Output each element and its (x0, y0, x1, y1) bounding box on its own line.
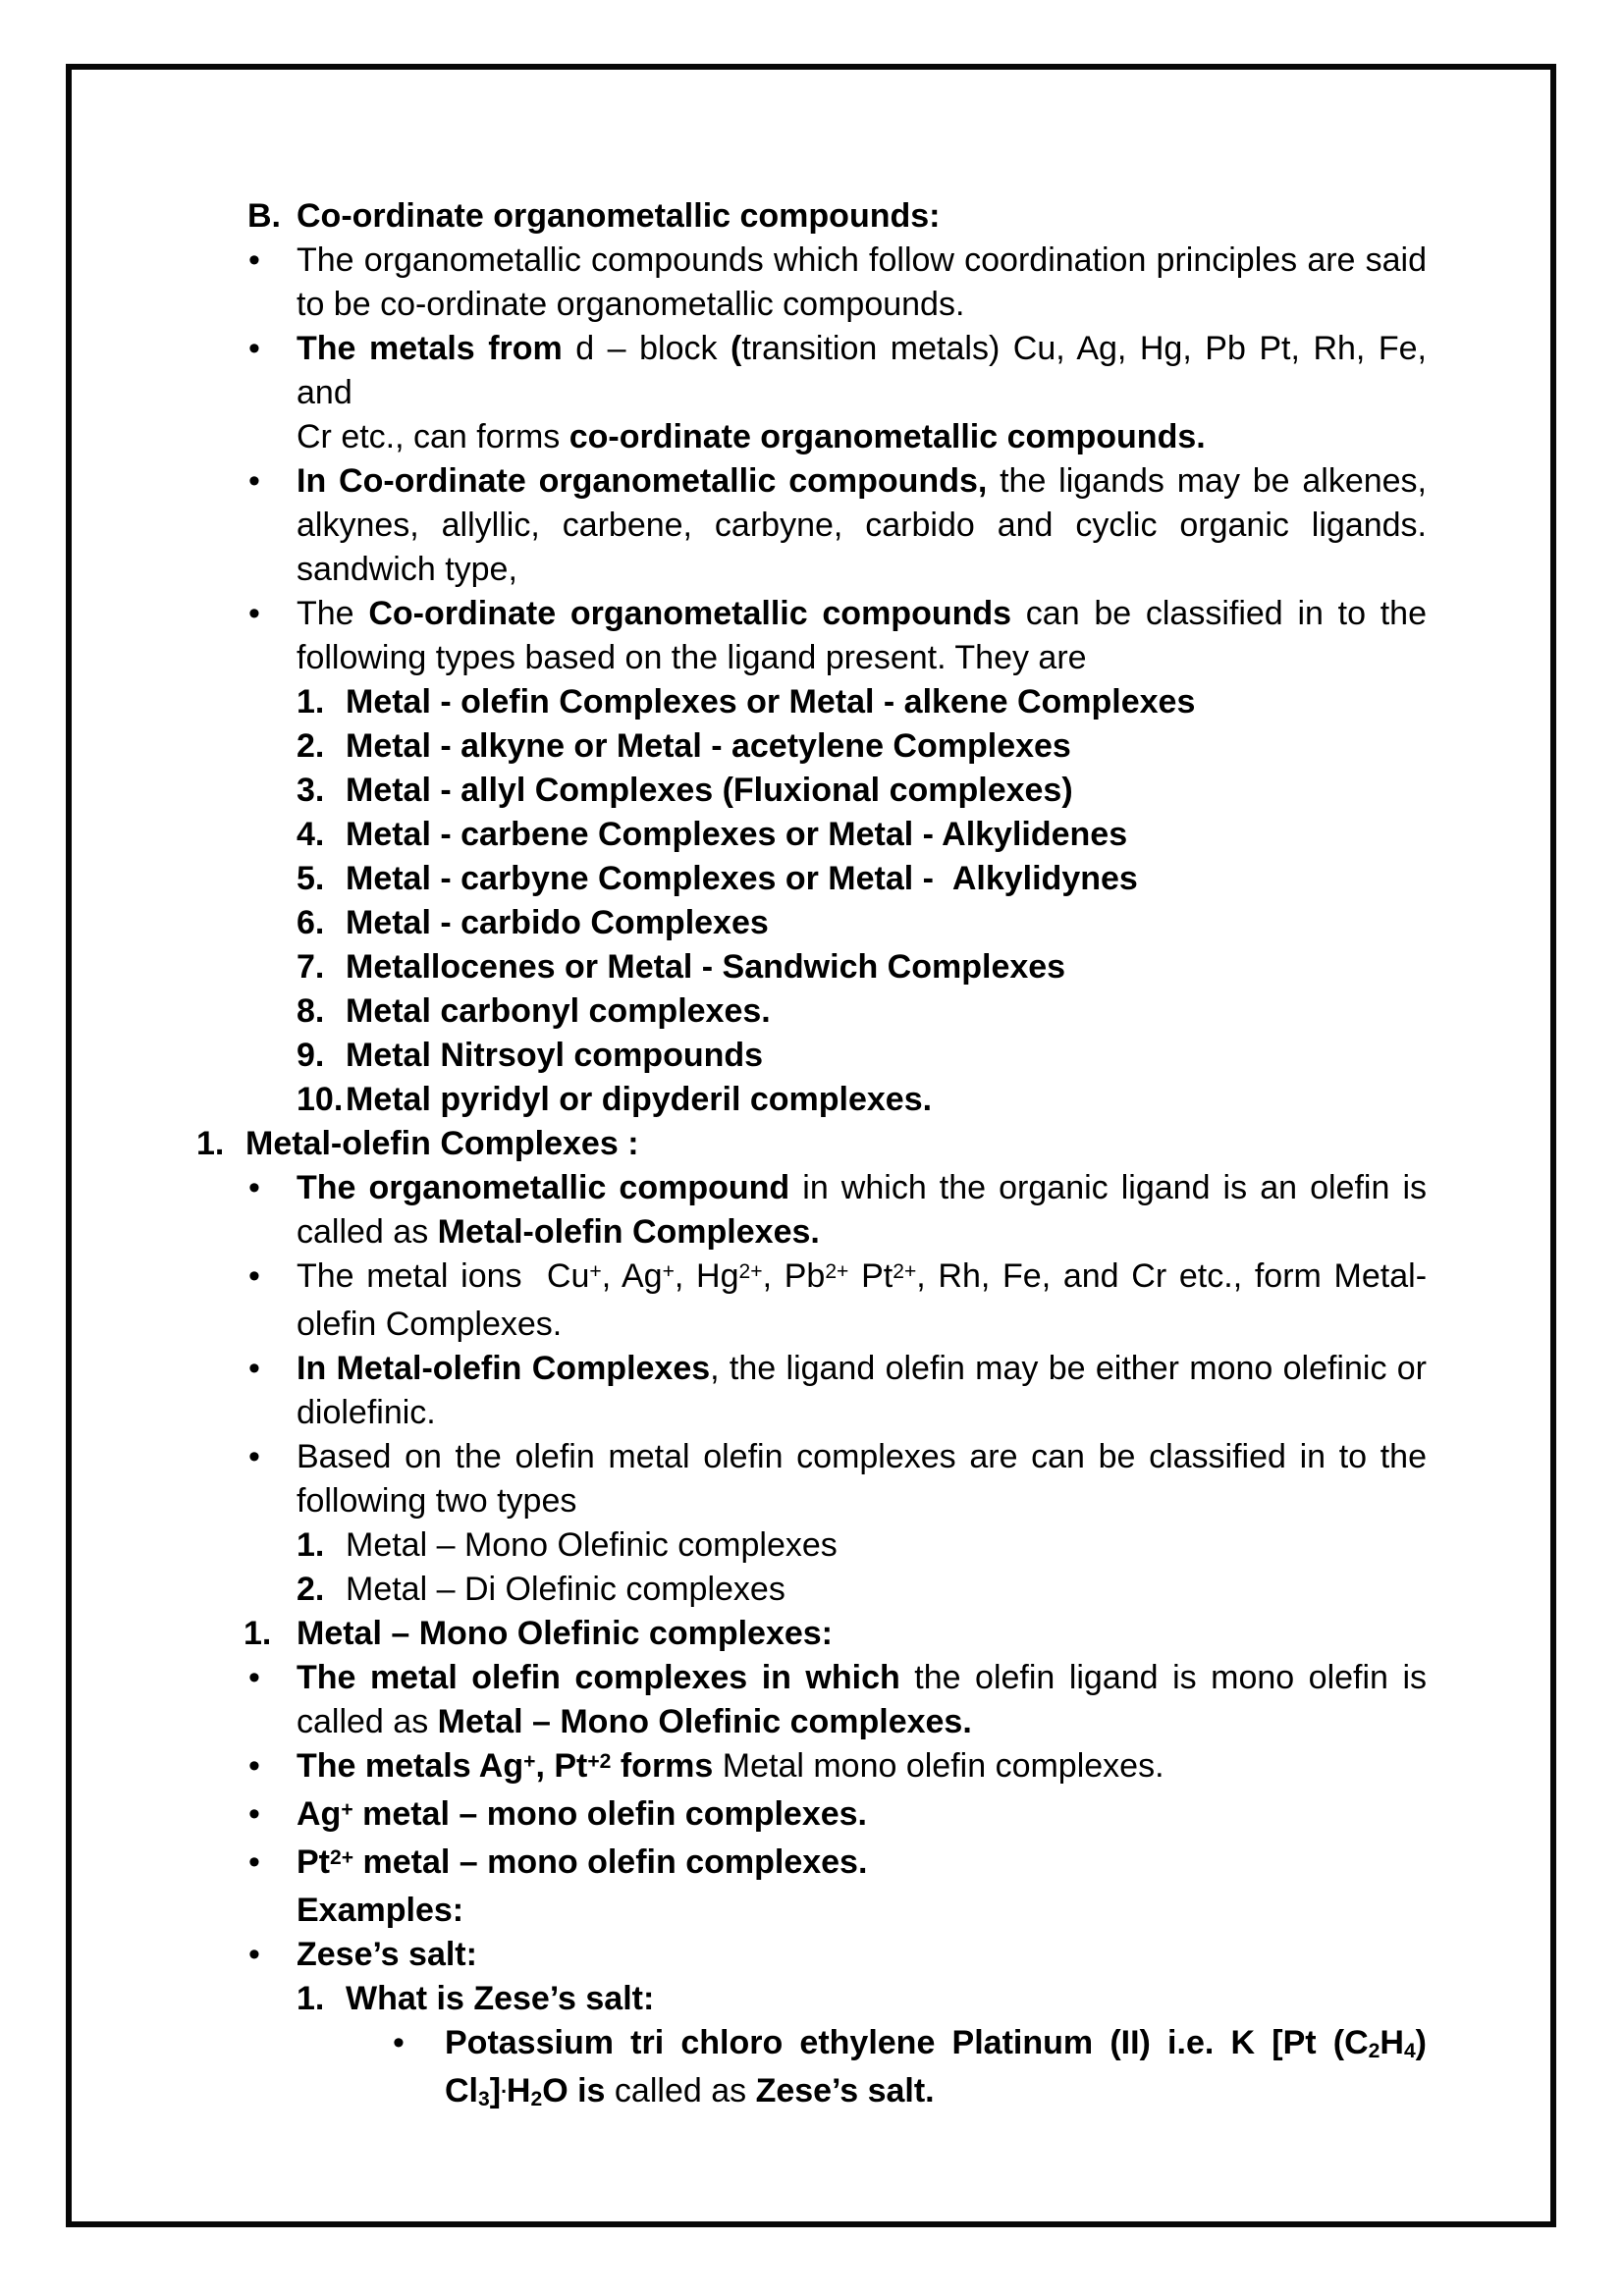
list-item-metal-nitrsoyl (297, 1034, 1427, 1078)
bullet-marker: • (248, 1169, 260, 1206)
list-item-what-is-zeses-salt (297, 1977, 1427, 2021)
list-item-metal-carbonyl (297, 989, 1427, 1034)
bullet-marker: • (248, 595, 260, 632)
text-line: called as Metal-olefin Complexes. (297, 1213, 820, 1251)
text-line: Metal pyridyl or dipyderil complexes. (346, 1081, 933, 1118)
text-line: following types based on the ligand present. They are (297, 639, 1087, 676)
list-item-metal-pyridyl (297, 1078, 1427, 1122)
bullet-zeses-salt (248, 1933, 1427, 1977)
bullet-classification-intro (248, 592, 1427, 680)
heading-metal-olefin-complexes (196, 1122, 1427, 1166)
text-line: Metal - carbyne Complexes or Metal - Alkylidynes (346, 860, 1138, 897)
text-line: In Co-ordinate organometallic compounds, the ligands may be alkenes, (297, 462, 1427, 500)
text-line: $Pt^{2+}$ metal – mono olefin complexes. (297, 1843, 868, 1881)
text-line: Co-ordinate organometallic compounds: (297, 197, 941, 235)
bullet-definition-coordinate (248, 239, 1427, 327)
heading-mono-olefinic-complexes (244, 1612, 1427, 1656)
text-line: The Co-ordinate organometallic compounds can be classified in to the (297, 595, 1427, 632)
text-line: Metal-olefin Complexes : (245, 1125, 639, 1162)
text-line: Metal - carbido Complexes (346, 904, 769, 941)
bullet-ag-metal-complexes (248, 1792, 1427, 1841)
bullet-in-metal-olefin-complexes (248, 1347, 1427, 1435)
number-marker: 1. (297, 683, 325, 721)
number-marker: 1. (297, 1980, 325, 2017)
text-line: following two types (297, 1482, 577, 1520)
text-line: The metals Ag+, $Pt^{+2}$ forms Metal mono olefin complexes. (297, 1747, 1164, 1785)
list-item-metallocenes (297, 945, 1427, 989)
list-item-metal-alkyne (297, 724, 1427, 769)
text-line: Metallocenes or Metal - Sandwich Complexes (346, 948, 1066, 986)
bullet-marker: • (248, 241, 260, 279)
number-marker: 7. (297, 948, 325, 986)
text-line: The metal ions Cu+, Ag+, $Hg^{2+}$, $Pb^{2+}$ $Pt^{2+}$, Rh, Fe, and Cr etc., form Metal- (297, 1257, 1428, 1295)
bullet-ligand-kinds (248, 459, 1427, 592)
text-line: Metal – Di Olefinic complexes (346, 1571, 785, 1608)
text-line: Potassium tri chloro ethylene Platinum (II) i.e. K [Pt (C2H4) (445, 2024, 1427, 2063)
bullet-marker: • (248, 1257, 260, 1295)
list-item-metal-carbido (297, 901, 1427, 945)
bullet-metal-ions (248, 1255, 1428, 1347)
text-line: alkynes, allyllic, carbene, carbyne, carbido and cyclic organic ligands. (297, 507, 1427, 544)
number-marker: 9. (297, 1037, 325, 1074)
number-marker: 6. (297, 904, 325, 941)
text-line: Cr etc., can forms co-ordinate organometallic compounds. (297, 418, 1206, 455)
text-line: The organometallic compound in which the organic ligand is an olefin is (297, 1169, 1427, 1206)
text-line: Metal carbonyl complexes. (346, 992, 771, 1030)
bullet-marker: • (248, 1843, 260, 1881)
number-marker: 2. (297, 1571, 325, 1608)
list-item-metal-carbyne (297, 857, 1427, 901)
text-line: Metal - allyl Complexes (Fluxional complexes) (346, 772, 1073, 809)
text-line: Examples: (297, 1892, 464, 1929)
bullet-marker: • (248, 330, 260, 367)
list-item-di-olefinic (297, 1568, 1427, 1612)
label-examples (297, 1889, 1427, 1933)
text-line: What is Zese’s salt: (346, 1980, 655, 2017)
number-marker: B. (247, 197, 281, 235)
text-line: Based on the olefin metal olefin complexes are can be classified in to the (297, 1438, 1427, 1475)
text-line: Metal - alkyne or Metal - acetylene Complexes (346, 727, 1071, 765)
text-line: The metals from d – block (transition metals) Cu, Ag, Hg, Pb Pt, Rh, Fe, and (297, 330, 1427, 411)
number-marker: 4. (297, 816, 325, 853)
bullet-marker: • (393, 2024, 405, 2061)
bullet-marker: • (248, 1659, 260, 1696)
number-marker: 8. (297, 992, 325, 1030)
text-line: Metal – Mono Olefinic complexes (346, 1526, 838, 1564)
text-line: Metal Nitrsoyl compounds (346, 1037, 764, 1074)
text-line: Cl3].H2O is called as Zese’s salt. (445, 2072, 935, 2111)
bullet-organometallic-compound-olefin (248, 1166, 1427, 1255)
number-marker: 10. (297, 1081, 344, 1118)
bullet-marker: • (248, 1747, 260, 1785)
number-marker: 5. (297, 860, 325, 897)
list-item-mono-olefinic (297, 1523, 1427, 1568)
text-line: The organometallic compounds which follow coordination principles are said (297, 241, 1427, 279)
bullet-marker: • (248, 1795, 260, 1833)
text-line: Zese’s salt: (297, 1936, 477, 1973)
number-marker: 1. (196, 1125, 225, 1162)
text-line: Ag+ metal – mono olefin complexes. (297, 1795, 868, 1833)
text-line: sandwich type, (297, 551, 517, 588)
number-marker: 2. (297, 727, 325, 765)
list-item-metal-carbene (297, 813, 1427, 857)
page-content (196, 194, 1428, 2117)
number-marker: 1. (297, 1526, 325, 1564)
number-marker: 3. (297, 772, 325, 809)
text-line: The metal olefin complexes in which the olefin ligand is mono olefin is (297, 1659, 1428, 1696)
bullet-metals-ag-pt-forms (248, 1744, 1427, 1792)
text-line: Metal - olefin Complexes or Metal - alkene Complexes (346, 683, 1196, 721)
bullet-potassium-trichloro (393, 2021, 1427, 2117)
bullet-mono-olefin-definition (248, 1656, 1428, 1744)
bullet-marker: • (248, 462, 260, 500)
text-line: Metal - carbene Complexes or Metal - Alkylidenes (346, 816, 1128, 853)
number-marker: 1. (244, 1615, 272, 1652)
bullet-metals-d-block (248, 327, 1427, 459)
bullet-based-on-olefin (248, 1435, 1427, 1523)
text-line: olefin Complexes. (297, 1306, 563, 1343)
text-line: Metal – Mono Olefinic complexes: (297, 1615, 834, 1652)
text-line: In Metal-olefin Complexes, the ligand olefin may be either mono olefinic or (297, 1350, 1427, 1387)
bullet-pt-metal-complexes (248, 1841, 1427, 1889)
bullet-marker: • (248, 1936, 260, 1973)
list-item-metal-allyl (297, 769, 1427, 813)
text-line: called as Metal – Mono Olefinic complexes. (297, 1703, 972, 1740)
text-line: diolefinic. (297, 1394, 436, 1431)
list-item-metal-olefin (297, 680, 1427, 724)
bullet-marker: • (248, 1350, 260, 1387)
heading-coordinate-organometallic (247, 194, 1427, 239)
bullet-marker: • (248, 1438, 260, 1475)
text-line: to be co-ordinate organometallic compounds. (297, 286, 965, 323)
